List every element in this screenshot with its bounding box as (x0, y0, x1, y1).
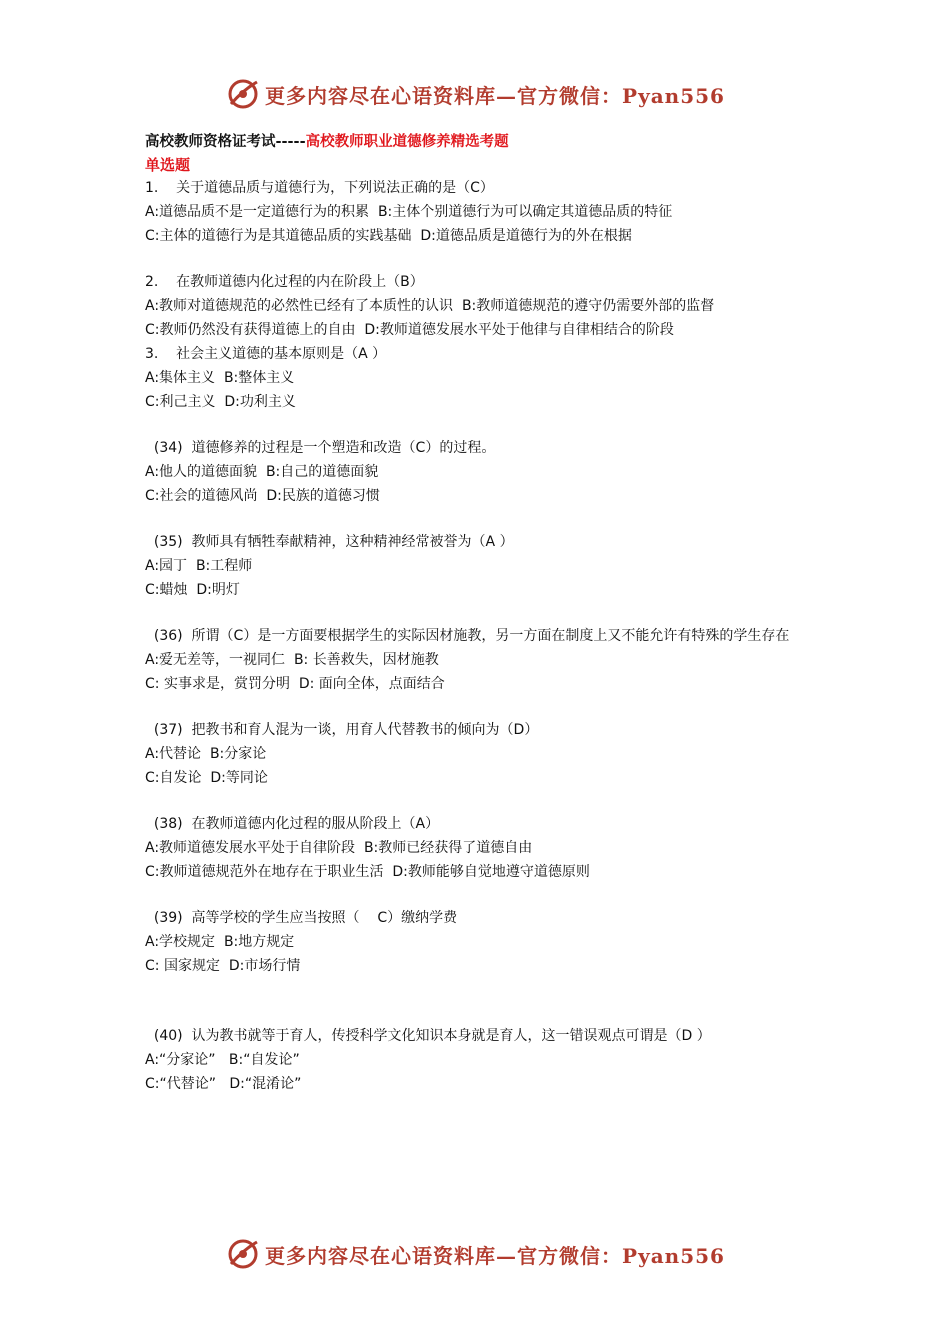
question-stem: (40) 认为教书就等于育人，传授科学文化知识本身就是育人，这一错误观点可谓是（D ） (145, 1028, 711, 1044)
question-stem: (36) 所谓（C）是一方面要根据学生的实际因材施教，另一方面在制度上又不能允许有特殊的学生存在 (145, 628, 790, 644)
options-line: C:教师道德规范外在地存在于职业生活 D:教师能够自觉地遵守道德原则 (145, 864, 590, 880)
options-line: C:自发论 D:等同论 (145, 770, 268, 786)
options-line: A:教师道德发展水平处于自律阶段 B:教师已经获得了道德自由 (145, 840, 533, 856)
title-highlight: 高校教师职业道德修养精选考题 (305, 134, 509, 150)
options-line: A:学校规定 B:地方规定 (145, 934, 295, 950)
section-heading: 单选题 (145, 156, 191, 174)
options-line: C:社会的道德风尚 D:民族的道德习惯 (145, 488, 380, 504)
question-stem: 1. 关于道德品质与道德行为，下列说法正确的是（C） (145, 180, 494, 196)
header-watermark-banner (0, 74, 950, 114)
question-stem: 2. 在教师道德内化过程的内在阶段上（B） (145, 274, 424, 290)
banner-text: 更多内容尽在心语资料库—官方微信：Pyan556 (265, 1243, 725, 1268)
document-title (145, 130, 815, 154)
question-stem: (38) 在教师道德内化过程的服从阶段上（A） (145, 816, 440, 832)
options-line: A:代替论 B:分家论 (145, 746, 267, 762)
question-stem: (37) 把教书和育人混为一谈，用育人代替教书的倾向为（D） (145, 722, 539, 738)
options-line: A:他人的道德面貌 B:自己的道德面貌 (145, 464, 379, 480)
options-line: C:主体的道德行为是其道德品质的实践基础 D:道德品质是道德行为的外在根据 (145, 228, 632, 244)
options-line: A:教师对道德规范的必然性已经有了本质性的认识 B:教师道德规范的遵守仍需要外部的监督 (145, 298, 715, 314)
banner-text: 更多内容尽在心语资料库—官方微信：Pyan556 (265, 83, 725, 108)
title-prefix: 高校教师资格证考试----- (145, 134, 306, 150)
question-stem: 3. 社会主义道德的基本原则是（A ） (145, 346, 387, 362)
question-stem: (39) 高等学校的学生应当按照（ C）缴纳学费 (145, 910, 458, 926)
logo-icon (225, 1236, 261, 1272)
footer-watermark-banner (0, 1234, 950, 1274)
options-line: A:集体主义 B:整体主义 (145, 370, 295, 386)
options-line: C:蜡烛 D:明灯 (145, 582, 240, 598)
options-line: A:道德品质不是一定道德行为的积累 B:主体个别道德行为可以确定其道德品质的特征 (145, 204, 673, 220)
logo-icon (225, 76, 261, 112)
options-line: C:利己主义 D:功利主义 (145, 394, 296, 410)
options-line: C:教师仍然没有获得道德上的自由 D:教师道德发展水平处于他律与自律相结合的阶段 (145, 322, 674, 338)
options-line: C: 国家规定 D:市场行情 (145, 958, 301, 974)
options-line: A:园丁 B:工程师 (145, 558, 253, 574)
options-line: C:“代替论” D:“混淆论” (145, 1076, 302, 1092)
options-line: C: 实事求是，赏罚分明 D: 面向全体，点面结合 (145, 676, 445, 692)
options-line: A:爱无差等，一视同仁 B: 长善救失，因材施教 (145, 652, 439, 668)
document-body (145, 130, 815, 1096)
question-stem: (34) 道德修养的过程是一个塑造和改造（C）的过程。 (145, 440, 496, 456)
question-stem: (35) 教师具有牺牲奉献精神，这种精神经常被誉为（A ） (145, 534, 514, 550)
options-line: A:“分家论” B:“自发论” (145, 1052, 300, 1068)
